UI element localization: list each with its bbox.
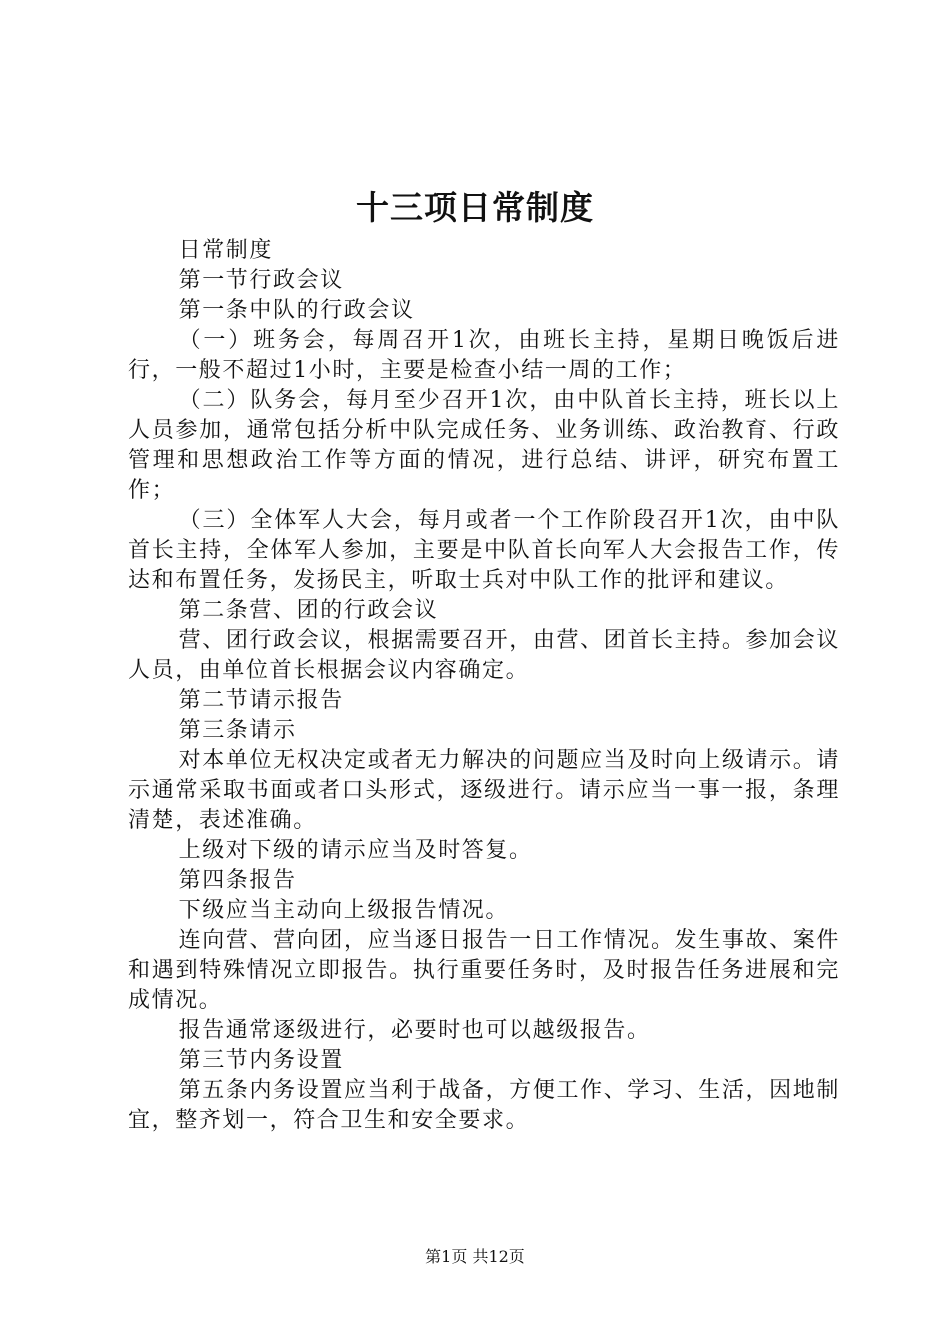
paragraph: 下级应当主动向上级报告情况。 bbox=[178, 898, 509, 923]
paragraph: 第四条报告 bbox=[178, 868, 297, 893]
paragraph: 报告通常逐级进行，必要时也可以越级报告。 bbox=[178, 1018, 651, 1043]
paragraph: 连向营、营向团，应当逐日报告一日工作情况。发生事故、案件和遇到特殊情况立即报告。执行重要任务时，及时报告任务进展和完成情况。 bbox=[128, 928, 840, 1013]
paragraph: （一）班务会，每周召开1次，由班长主持，星期日晚饭后进行，一般不超过1小时，主要是检查小结一周的工作； bbox=[128, 328, 840, 383]
document-body bbox=[128, 236, 840, 1136]
paragraph: 第三节内务设置 bbox=[178, 1048, 344, 1073]
paragraph: 第三条请示 bbox=[178, 718, 297, 743]
paragraph: 对本单位无权决定或者无力解决的问题应当及时向上级请示。请示通常采取书面或者口头形式，逐级进行。请示应当一事一报，条理清楚，表述准确。 bbox=[128, 748, 840, 833]
paragraph: 营、团行政会议，根据需要召开，由营、团首长主持。参加会议人员，由单位首长根据会议内容确定。 bbox=[128, 628, 840, 683]
paragraph: 第五条内务设置应当利于战备，方便工作、学习、生活，因地制宜，整齐划一，符合卫生和安全要求。 bbox=[128, 1078, 840, 1133]
paragraph: 第一节行政会议 bbox=[178, 268, 344, 293]
paragraph: （二）队务会，每月至少召开1次，由中队首长主持，班长以上人员参加，通常包括分析中队完成任务、业务训练、政治教育、行政管理和思想政治工作等方面的情况，进行总结、讲评，研究布置工作； bbox=[128, 388, 840, 503]
paragraph: 第二节请示报告 bbox=[178, 688, 344, 713]
document-title: 十三项日常制度 bbox=[356, 188, 594, 227]
paragraph: 上级对下级的请示应当及时答复。 bbox=[178, 838, 533, 863]
page-footer: 第1页 共12页 bbox=[425, 1247, 525, 1266]
paragraph: 第一条中队的行政会议 bbox=[178, 298, 415, 323]
paragraph: 日常制度 bbox=[178, 238, 273, 263]
paragraph: 第二条营、团的行政会议 bbox=[178, 598, 439, 623]
paragraph: （三）全体军人大会，每月或者一个工作阶段召开1次，由中队首长主持，全体军人参加，主要是中队首长向军人大会报告工作，传达和布置任务，发扬民主，听取士兵对中队工作的批评和建议。 bbox=[128, 508, 840, 593]
